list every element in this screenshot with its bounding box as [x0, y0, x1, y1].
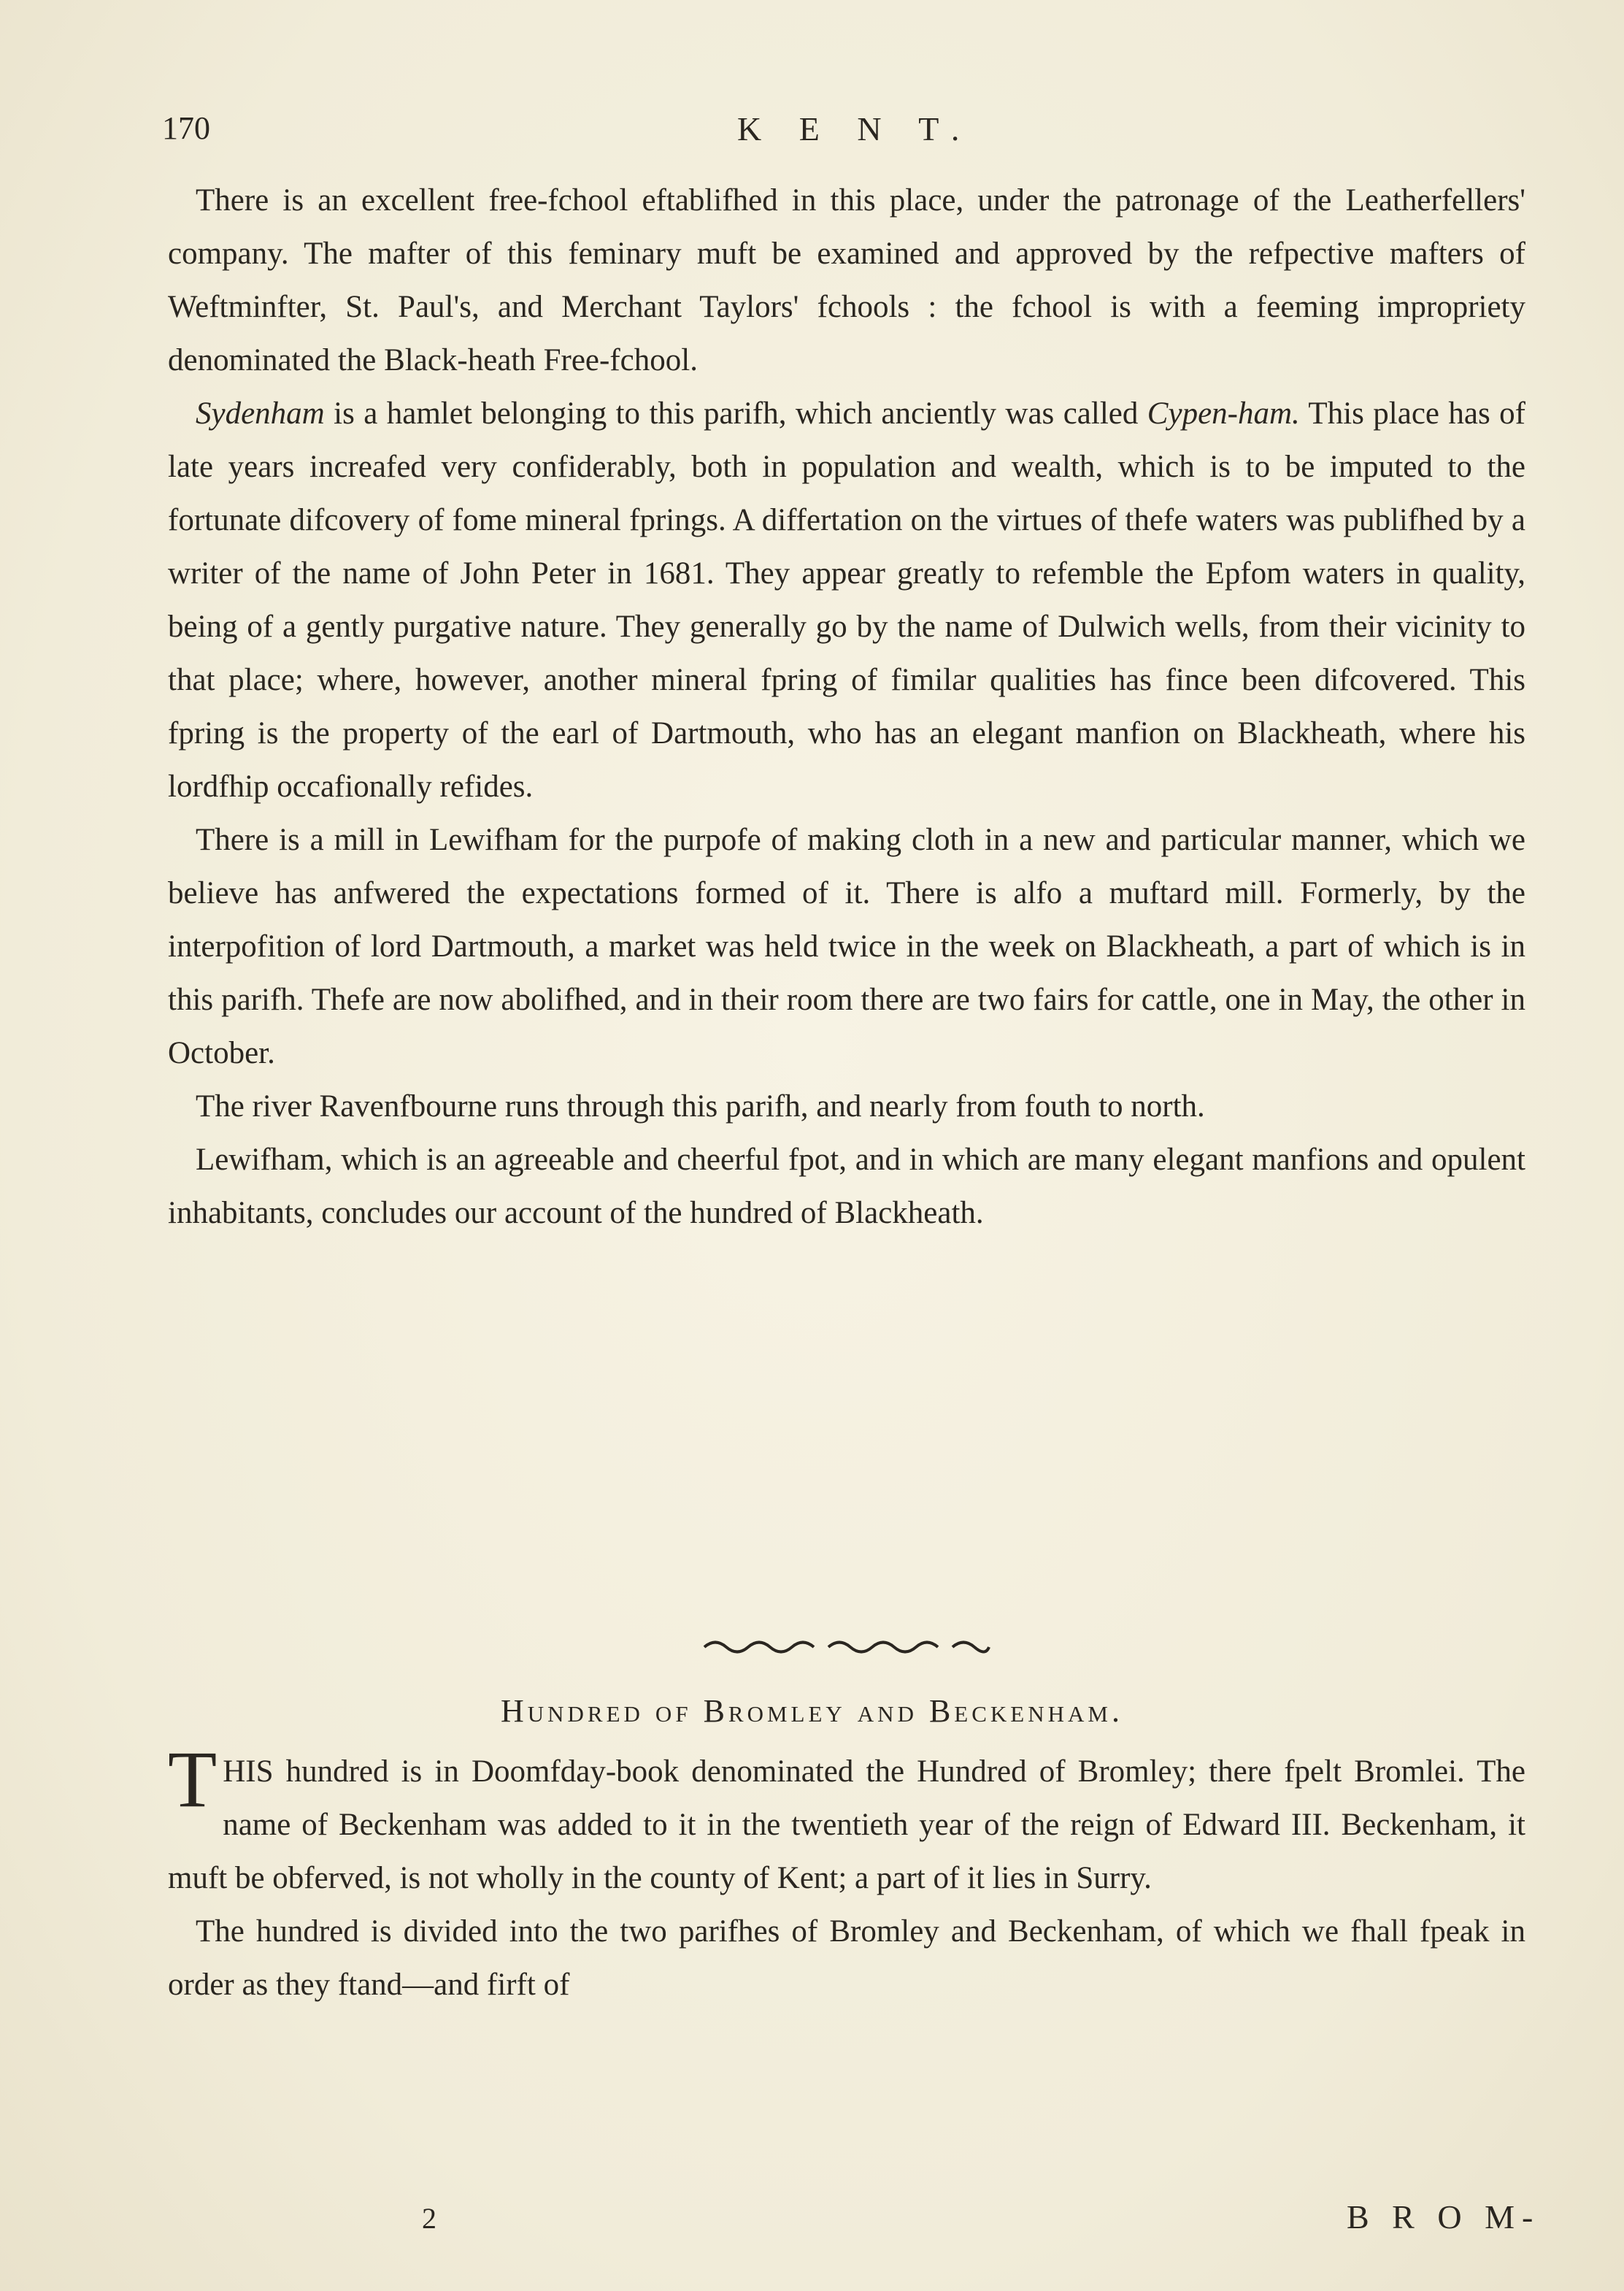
paragraph-text: HIS hundred is in Doomfday-book denominated the Hundred of Bromley; there fpelt Bromlei. The name of Beckenham was added to it in the twentieth year of the reign of Edward III. Beckenham, it muft be obferved, is not wholly in the county of Kent; a part of it lies in Surry.: [168, 1754, 1525, 1895]
paragraph-text: This place has of late years increafed very confiderably, both in population and wealth, which is to be imputed to the fortunate difcovery of fome mineral fprings. A differtation on the virtues of thefe waters was publifhed by a writer of the name of John Peter in 1681. They appear greatly to refemble the Epfom waters in quality, being of a gently purgative nature. They generally go by the name of Dulwich wells, from their vicinity to that place; where, however, another mineral fpring of fimilar qualities has fince been difcovered. This fpring is the property of the earl of Dartmouth, who has an elegant manfion on Blackheath, where his lordfhip occafionally refides.: [168, 396, 1525, 804]
paragraph-river: [168, 1080, 1525, 1133]
ornament-divider: [701, 1634, 993, 1656]
running-title: K E N T.: [737, 110, 974, 147]
section-paragraph-2: [168, 1905, 1525, 2011]
paragraph-text: There is a mill in Lewifham for the purpofe of making cloth in a new and particular manner, which we believe has anfwered the expectations formed of it. There is alfo a muftard mill. Formerly, by the interpofition of lord Dartmouth, a market was held twice in the week on Blackheath, a part of which is in this parifh. Thefe are now abolifhed, and in their room there are two fairs for cattle, one in May, the other in October.: [168, 823, 1525, 1070]
running-head: [0, 110, 1624, 161]
signature-mark: 2: [422, 2202, 436, 2235]
section-text: [168, 1735, 1525, 2011]
paragraph-free-school: [168, 174, 1525, 387]
section-paragraph-1: [168, 1735, 1525, 1905]
italic-term: Sydenham: [196, 396, 325, 431]
body-text: [168, 174, 1525, 1240]
italic-term: Cypen-ham.: [1147, 396, 1300, 431]
section-heading: Hundred of Bromley and Beckenham.: [501, 1693, 1123, 1729]
catchword: B R O M-: [1347, 2198, 1541, 2236]
paragraph-conclusion: [168, 1133, 1525, 1240]
drop-cap: T: [168, 1735, 218, 1824]
paragraph-text: is a hamlet belonging to this parifh, which anciently was called: [324, 396, 1147, 431]
paragraph-text: Lewifham, which is an agreeable and cheerful fpot, and in which are many elegant manfions and opulent inhabitants, concludes our account of the hundred of Blackheath.: [168, 1143, 1525, 1230]
page-number: 170: [162, 110, 210, 146]
paragraph-mill: [168, 813, 1525, 1080]
paragraph-sydenham: [168, 387, 1525, 813]
paragraph-text: There is an excellent free-fchool eftablifhed in this place, under the patronage of the Leatherfellers' company. The mafter of this feminary muft be examined and approved by the refpective mafters of Weftminfter, St. Paul's, and Merchant Taylors' fchools : the fchool is with a feeming impropriety denominated the Black-heath Free-fchool.: [168, 183, 1525, 377]
paragraph-text: The river Ravenfbourne runs through this parifh, and nearly from fouth to north.: [196, 1089, 1205, 1124]
paragraph-text: The hundred is divided into the two parifhes of Bromley and Beckenham, of which we fhall fpeak in order as they ftand—and firft of: [168, 1914, 1525, 2002]
